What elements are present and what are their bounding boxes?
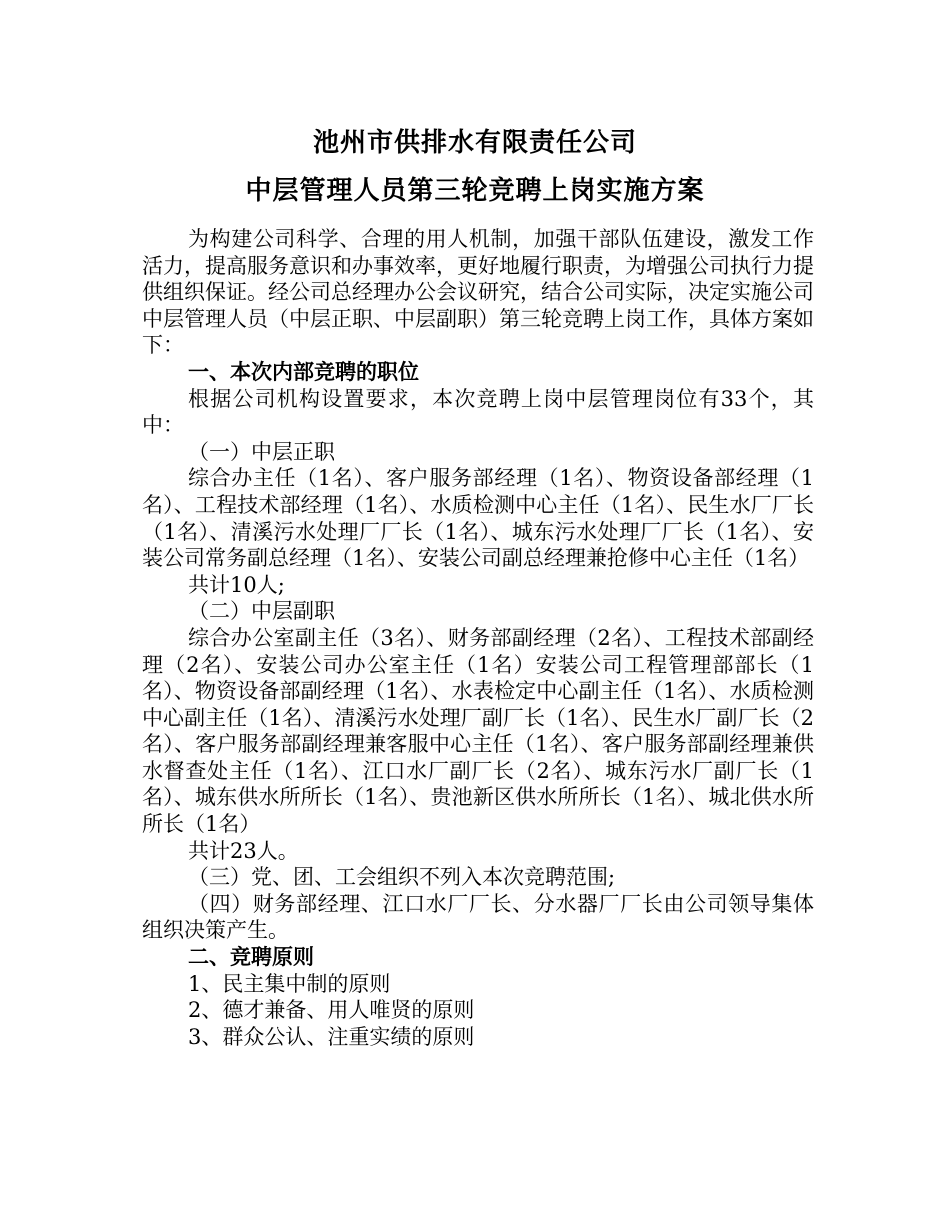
sub2-text: 综合办公室副主任（3名）、财务部副经理（2名）、工程技术部副经理（2名）、安装公司办公室主任（1名）安装公司工程管理部部长（1名）、物资设备部副经理（1名）、水表检定中心副主任（1名）、水质检测中心副主任（1名）、清溪污水处理厂副厂长（1名）、民生水厂副厂长（2名）、客户服务部副经理兼客服中心主任（1名）、客户服务部副经理兼供水督查处主任（1名）、江口水厂副厂长（2名）、城东污水厂副厂长（1名）、城东供水所所长（1名）、贵池新区供水所所长（1名）、城北供水所所长（1名） [142, 625, 814, 837]
sub2-total: 共计23人。 [188, 838, 299, 863]
principle-item: 2、德才兼备、用人唯贤的原则 [188, 998, 475, 1023]
section1-lead: 根据公司机构设置要求，本次竞聘上岗中层管理岗位有33个，其中： [142, 386, 814, 438]
document-title-plan: 中层管理人员第三轮竞聘上岗实施方案 [245, 176, 705, 206]
sub1-text: 综合办主任（1名）、客户服务部经理（1名）、物资设备部经理（1名）、工程技术部经理（1名）、水质检测中心主任（1名）、民生水厂厂长（1名）、清溪污水处理厂厂长（1名）、城东污水处理厂厂长（1名）、安装公司常务副总经理（1名）、安装公司副总经理兼抢修中心主任（1名） [142, 466, 814, 571]
sub3-text: （三）党、团、工会组织不列入本次竞聘范围; [188, 865, 616, 890]
document-title-company: 池州市供排水有限责任公司 [312, 128, 637, 158]
sub1-title: （一）中层正职 [188, 439, 335, 464]
section2-heading: 二、竞聘原则 [188, 945, 314, 970]
intro-paragraph: 为构建公司科学、合理的用人机制，加强干部队伍建设，激发工作活力，提高服务意识和办事效率，更好地履行职责，为增强公司执行力提供组织保证。经公司总经理办公会议研究，结合公司实际，决定实施公司中层管理人员（中层正职、中层副职）第三轮竞聘上岗工作，具体方案如下： [142, 227, 814, 358]
sub4-text: （四）财务部经理、江口水厂厂长、分水器厂厂长由公司领导集体组织决策产生。 [142, 891, 814, 943]
document-body [142, 226, 814, 1050]
principle-item: 1、民主集中制的原则 [188, 971, 391, 996]
principle-item: 3、群众公认、注重实绩的原则 [188, 1024, 475, 1049]
sub1-total: 共计10人; [188, 572, 285, 597]
section1-heading: 一、本次内部竞聘的职位 [188, 359, 419, 384]
sub2-title: （二）中层副职 [188, 599, 335, 624]
